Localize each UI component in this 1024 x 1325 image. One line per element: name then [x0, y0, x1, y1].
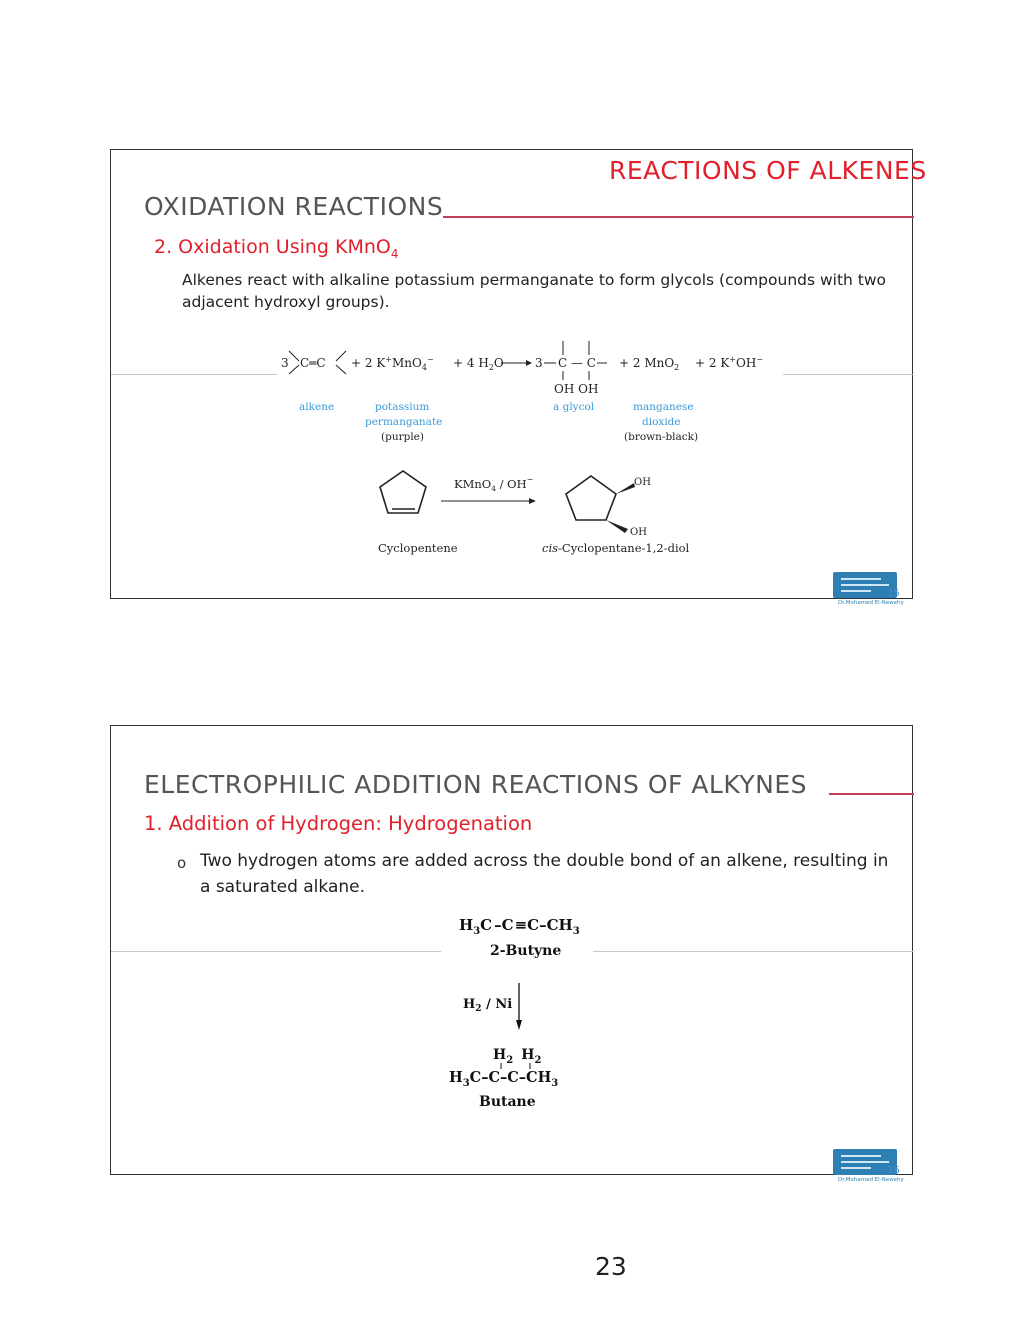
label-manganese: manganese	[633, 401, 694, 413]
page-number: 23	[595, 1252, 627, 1281]
divider-left	[111, 951, 441, 952]
cyclopentene-reaction	[366, 460, 716, 570]
eq-glycol: C — C	[558, 356, 596, 370]
slide-page-number: 16	[887, 1165, 900, 1176]
label-cyclopentene: Cyclopentene	[378, 541, 458, 555]
butane-hydrogens: $H_2$ $H_2$	[493, 1047, 542, 1066]
title-rule	[829, 793, 914, 795]
eq-coef-alkene: 3	[281, 356, 289, 370]
subheading: 2. Oxidation Using KMnO$_4$	[154, 236, 399, 261]
oxidation-equation	[271, 336, 791, 451]
label-potassium: potassium	[375, 401, 430, 413]
body-text: Alkenes react with alkaline potassium permanganate to form glycols (compounds with two adjacent hydroxyl groups).	[182, 271, 887, 311]
label-brown-black: (brown-black)	[624, 431, 699, 443]
eq-kmno4: + 2 K+MnO$_4$−	[351, 355, 434, 372]
hydrogenation-scheme	[431, 906, 611, 1106]
butyne-formula: $H_3C$ $-C\equiv C-CH_3$	[459, 916, 580, 937]
credit-text: Dr.Mohamed El-Newehy	[838, 1177, 904, 1183]
slide-page-number: 15	[887, 588, 900, 599]
label-dioxide: dioxide	[642, 416, 681, 428]
eq-koh: + 2 K+OH−	[695, 355, 764, 370]
label-purple: (purple)	[381, 431, 424, 443]
credit-text: Dr.Mohamed El-Newehy	[838, 600, 904, 606]
divider-left	[111, 374, 277, 375]
section-title: ELECTROPHILIC ADDITION REACTIONS OF ALKYNES	[144, 770, 807, 799]
bullet-marker: o	[177, 854, 187, 872]
eq-alkene: C═C	[300, 356, 326, 370]
label-alkene: alkene	[299, 401, 335, 413]
label-glycol: a glycol	[553, 401, 595, 413]
slide-oxidation	[110, 149, 927, 599]
cyclopentene-ring	[380, 471, 426, 513]
cyclo-reagent: KMnO$_4$ / OH−	[454, 475, 534, 493]
body-text: Two hydrogen atoms are added across the double bond of an alkene, resulting in a saturated alkane.	[200, 851, 889, 897]
subheading: 1. Addition of Hydrogen: Hydrogenation	[144, 812, 533, 835]
title-rule	[443, 216, 914, 218]
eq-mno2: + 2 MnO$_2$	[619, 356, 680, 372]
divider-right	[593, 951, 914, 952]
eq-coef-glycol: 3	[535, 356, 543, 370]
divider-right	[783, 374, 914, 375]
oh-bottom: OH	[630, 527, 647, 538]
eq-water: + 4 $H_2O$	[453, 356, 504, 372]
cyclopentanediol-ring	[566, 476, 616, 520]
label-permanganate: permanganate	[365, 416, 443, 428]
slide-header: REACTIONS OF ALKENES	[609, 156, 927, 185]
butyne-name: 2-Butyne	[490, 943, 562, 959]
section-title: OXIDATION REACTIONS	[144, 192, 444, 221]
butane-formula: $H_3C-C-C-CH_3$	[449, 1069, 559, 1089]
eq-glycol-oh: OH OH	[554, 382, 599, 396]
label-cyclopentanediol: cis-Cyclopentane-1,2-diol	[542, 541, 690, 555]
butane-name: Butane	[479, 1094, 536, 1106]
hydrogenation-reagent: $H_2$ / Ni	[463, 997, 513, 1014]
slide-hydrogenation	[110, 725, 913, 1175]
oh-top: OH	[634, 477, 651, 488]
